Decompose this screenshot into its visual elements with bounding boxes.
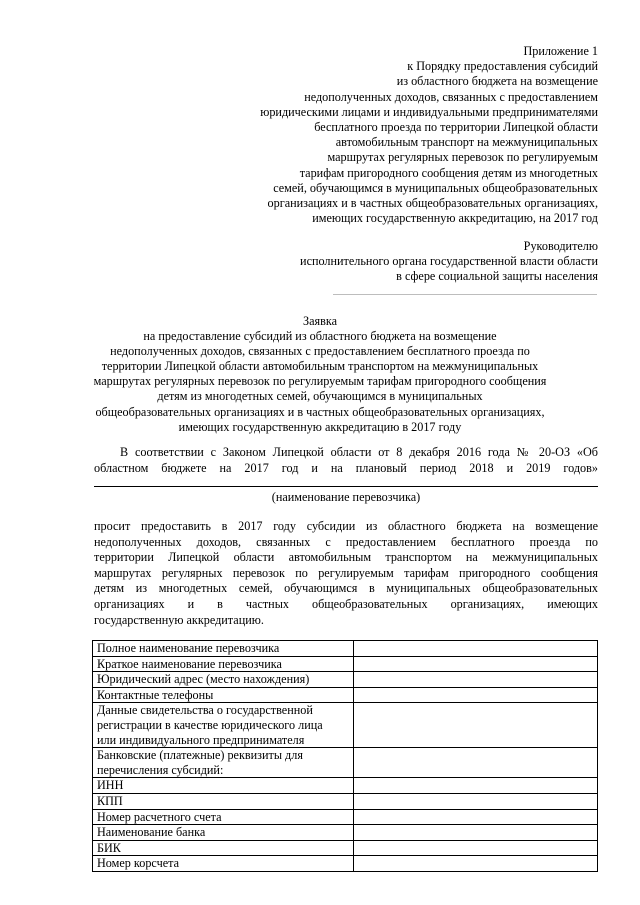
annex-line: автомобильным транспорт на межмуниципальных bbox=[335, 135, 598, 150]
request-line: государственную аккредитацию. bbox=[94, 612, 264, 627]
field-label bbox=[93, 825, 354, 841]
request-text bbox=[94, 519, 598, 628]
law-line-2: областном бюджете на 2017 год и на плановый период 2018 и 2019 годов» bbox=[94, 460, 598, 475]
recipient-block bbox=[300, 239, 598, 285]
request-line: территории Липецкой области автомобильным транспортом на межмуниципальных bbox=[94, 550, 598, 565]
field-label-line: регистрации в качестве юридического лица bbox=[97, 717, 323, 732]
table-row bbox=[93, 672, 598, 688]
field-value-cell[interactable] bbox=[353, 778, 597, 794]
field-label-line: Банковские (платежные) реквизиты для bbox=[97, 748, 303, 763]
field-label bbox=[93, 809, 354, 825]
field-label-line: ИНН bbox=[97, 778, 124, 793]
title-line: на предоставление субсидий из областного бюджета на возмещение bbox=[143, 329, 497, 344]
annex-line: бесплатного проезда по территории Липецкой области bbox=[314, 120, 598, 135]
request-line: организациях и в частных общеобразовательных организациях, имеющих bbox=[94, 596, 598, 611]
table-row bbox=[93, 641, 598, 657]
annex-line: маршрутах регулярных перевозок по регулируемым bbox=[327, 150, 598, 165]
request-line: маршрутах регулярных перевозок по регулируемым тарифам пригородного сообщения bbox=[94, 565, 598, 580]
field-label bbox=[93, 840, 354, 856]
field-label-line: перечисления субсидий: bbox=[97, 762, 224, 777]
request-line: просит предоставить в 2017 году субсидии из областного бюджета на возмещение bbox=[94, 519, 598, 533]
annex-line: тарифам пригородного сообщения детям из многодетных bbox=[299, 165, 598, 180]
annex-line: имеющих государственную аккредитацию, на 2017 год bbox=[312, 211, 598, 226]
field-label bbox=[93, 641, 354, 657]
field-value-cell[interactable] bbox=[353, 793, 597, 809]
annex-line: к Порядку предоставления субсидий bbox=[407, 59, 598, 74]
field-value-cell[interactable] bbox=[353, 825, 597, 841]
field-label-line: Краткое наименование перевозчика bbox=[97, 656, 282, 671]
table-row bbox=[93, 687, 598, 703]
field-label-line: Контактные телефоны bbox=[97, 687, 214, 702]
recipient-signature-line bbox=[333, 294, 597, 295]
law-reference bbox=[94, 445, 598, 476]
table-row bbox=[93, 748, 598, 778]
field-label-line: или индивидуального предпринимателя bbox=[97, 732, 305, 747]
field-value-cell[interactable] bbox=[353, 656, 597, 672]
request-line: детям из многодетных семей, обучающимся в муниципальных общеобразовательных bbox=[94, 581, 598, 596]
carrier-name-caption: (наименование перевозчика) bbox=[271, 490, 421, 504]
recipient-line: исполнительного органа государственной власти области bbox=[300, 254, 598, 269]
title-line: детям из многодетных семей, обучающимся в муниципальных bbox=[157, 389, 483, 404]
title-line: маршрутах регулярных перевозок по регулируемым тарифам пригородного сообщения bbox=[93, 374, 547, 389]
field-label bbox=[93, 656, 354, 672]
field-label bbox=[93, 793, 354, 809]
table-row bbox=[93, 778, 598, 794]
field-value-cell[interactable] bbox=[353, 809, 597, 825]
field-label-line: Полное наименование перевозчика bbox=[97, 641, 280, 655]
field-label-line: Номер расчетного счета bbox=[97, 809, 222, 824]
field-label bbox=[93, 778, 354, 794]
title-line: имеющих государственную аккредитацию в 2017 году bbox=[178, 419, 462, 434]
annex-line: из областного бюджета на возмещение bbox=[396, 74, 598, 89]
annex-line: семей, обучающимся в муниципальных общеобразовательных bbox=[273, 180, 598, 195]
field-value-cell[interactable] bbox=[353, 856, 597, 872]
title-line: Заявка bbox=[302, 314, 338, 328]
carrier-details-table bbox=[92, 640, 598, 872]
title-line: общеобразовательных организациях и в частных общеобразовательных организациях, bbox=[95, 404, 545, 419]
law-line-1: В соответствии с Законом Липецкой области от 8 декабря 2016 года № 20-ОЗ «Об bbox=[120, 445, 598, 459]
title-line: территории Липецкой области автомобильным транспортом на межмуниципальных bbox=[101, 359, 539, 374]
request-line: недополученных доходов, связанных с предоставлением бесплатного проезда по bbox=[94, 534, 598, 549]
table-row bbox=[93, 856, 598, 872]
table-row bbox=[93, 809, 598, 825]
field-label-line: КПП bbox=[97, 793, 123, 808]
field-value-cell[interactable] bbox=[353, 641, 597, 657]
field-label bbox=[93, 687, 354, 703]
field-label-line: Номер корсчета bbox=[97, 856, 180, 871]
table-row bbox=[93, 825, 598, 841]
field-label-line: Данные свидетельства о государственной bbox=[97, 703, 313, 718]
field-value-cell[interactable] bbox=[353, 672, 597, 688]
table-row bbox=[93, 703, 598, 748]
annex-line: юридическими лицами и индивидуальными предпринимателями bbox=[260, 104, 598, 119]
document-title bbox=[60, 314, 580, 435]
annex-line: организациях и в частных общеобразовательных организациях, bbox=[267, 196, 598, 211]
table-row bbox=[93, 656, 598, 672]
table-row bbox=[93, 793, 598, 809]
field-label bbox=[93, 703, 354, 748]
field-value-cell[interactable] bbox=[353, 748, 597, 778]
annex-line: недополученных доходов, связанных с предоставлением bbox=[304, 89, 598, 104]
field-label bbox=[93, 856, 354, 872]
annex-header bbox=[260, 44, 598, 226]
field-label-line: Наименование банка bbox=[97, 825, 206, 840]
field-value-cell[interactable] bbox=[353, 687, 597, 703]
title-line: недополученных доходов, связанных с предоставлением бесплатного проезда по bbox=[110, 344, 530, 359]
recipient-line: в сфере социальной защиты населения bbox=[396, 269, 598, 284]
carrier-name-line bbox=[94, 486, 598, 487]
field-label bbox=[93, 748, 354, 778]
table-row bbox=[93, 840, 598, 856]
field-label-line: БИК bbox=[97, 840, 121, 855]
field-value-cell[interactable] bbox=[353, 703, 597, 748]
annex-line: Приложение 1 bbox=[523, 44, 598, 58]
field-label-line: Юридический адрес (место нахождения) bbox=[97, 672, 310, 687]
recipient-line: Руководителю bbox=[523, 239, 598, 253]
field-label bbox=[93, 672, 354, 688]
field-value-cell[interactable] bbox=[353, 840, 597, 856]
